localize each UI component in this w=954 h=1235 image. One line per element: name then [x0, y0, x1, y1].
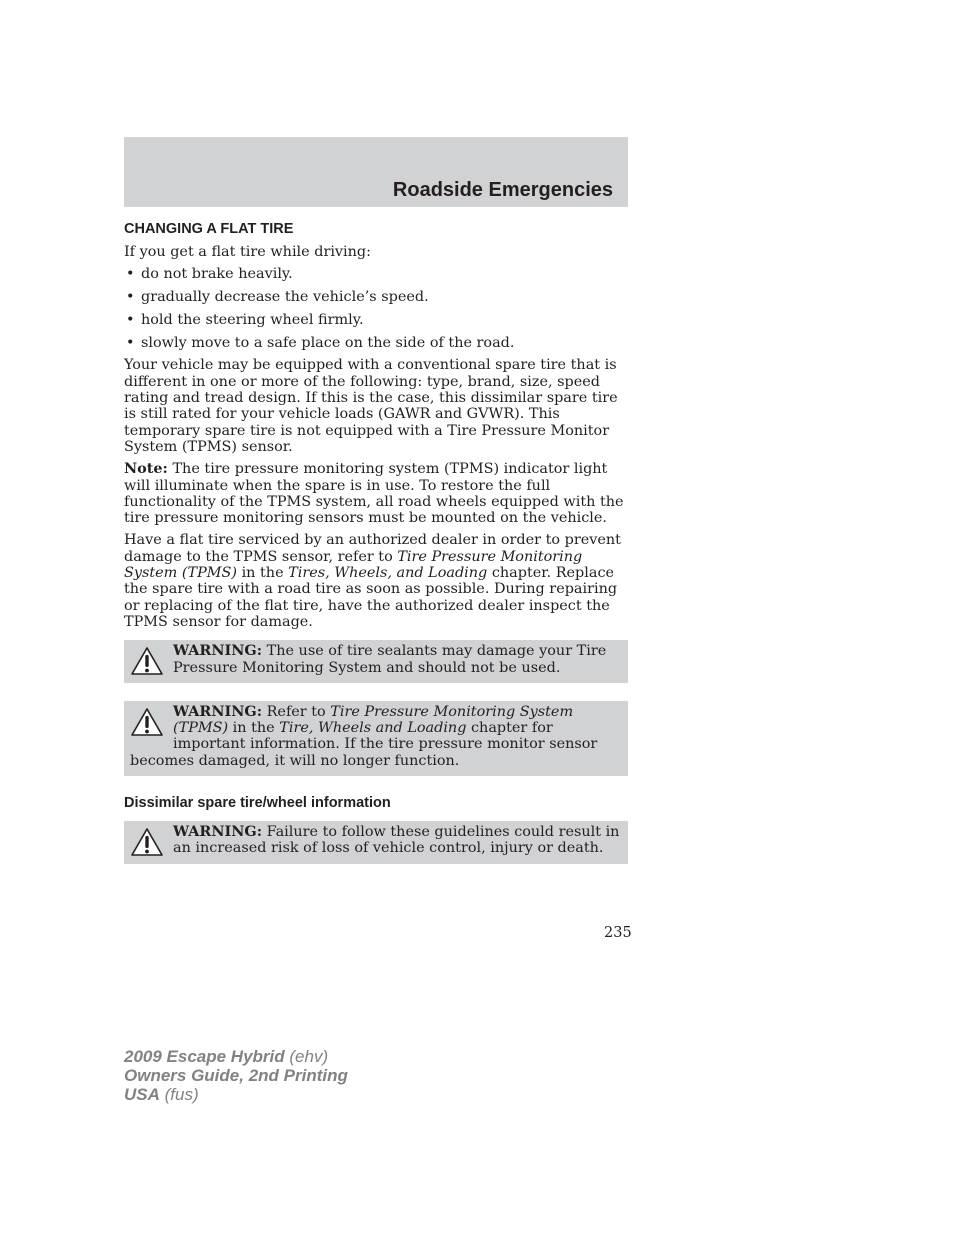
warning-triangle-icon	[130, 646, 164, 676]
chapter-reference: Tires, Wheels, and Loading	[288, 565, 488, 582]
list-item: • gradually decrease the vehicle’s speed.	[124, 289, 628, 305]
warning-label: WARNING:	[173, 642, 263, 660]
page-content	[124, 220, 628, 882]
warning-text: in the	[228, 720, 280, 737]
tpms-reference: Tire Pressure Monitoring System (TPMS)	[173, 703, 574, 737]
warning-box-sealants	[124, 640, 628, 683]
intro-text: If you get a flat tire while driving:	[124, 244, 371, 260]
note-paragraph	[124, 461, 628, 526]
document-footer	[124, 1047, 348, 1104]
warning-label: WARNING:	[173, 702, 263, 720]
list-item: • slowly move to a safe place on the side of the road.	[124, 335, 628, 351]
chapter-title: Roadside Emergencies	[392, 179, 613, 201]
page-number: 235	[604, 925, 632, 941]
bullet-list	[124, 266, 628, 351]
footer-model-code: (ehv)	[284, 1047, 329, 1066]
chapter-reference: Tire, Wheels and Loading	[279, 720, 467, 737]
warning-triangle-icon	[130, 707, 164, 737]
note-text: The tire pressure monitoring system (TPMS) indicator light will illuminate when the spare is in use. To restore the full functionality of the TPMS system, all road wheels equipped with the tire pressure monitoring sensors must be mounted on the vehicle.	[124, 461, 624, 527]
footer-model: 2009 Escape Hybrid	[124, 1047, 285, 1066]
footer-line-printing: Owners Guide, 2nd Printing	[124, 1066, 348, 1085]
list-item: • do not brake heavily.	[124, 266, 628, 282]
warning-triangle-icon	[130, 827, 164, 857]
footer-market-code: (fus)	[159, 1085, 199, 1104]
footer-line-market	[124, 1085, 348, 1104]
footer-line-model	[124, 1047, 348, 1066]
list-item: • hold the steering wheel firmly.	[124, 312, 628, 328]
chapter-header-band	[124, 137, 628, 207]
spare-tire-paragraph: Your vehicle may be equipped with a conventional spare tire that is different in one or more of the following: type, brand, size, speed rating and tread design. If this is the case, this dissimilar spare tire is still rated for your vehicle loads (GAWR and GVWR). This temporary spare tire is not equipped with a Tire Pressure Monitor System (TPMS) sensor.	[124, 357, 618, 455]
service-text: chapter. Replace the spare tire with a road tire as soon as possible. During repairing or replacing of the flat tire, have the authorized dealer inspect the TPMS sensor for damage.	[124, 565, 618, 630]
warning-text: The use of tire sealants may damage your Tire Pressure Monitoring System and should not be used.	[173, 643, 607, 676]
warning-text: chapter for important information. If the tire pressure monitor sensor becomes damaged, it will no longer function.	[130, 720, 598, 769]
tpms-reference: Tire Pressure Monitoring System (TPMS)	[124, 548, 583, 582]
warning-box-guidelines	[124, 821, 628, 864]
warning-box-tpms	[124, 701, 628, 776]
note-label: Note:	[124, 460, 168, 478]
warning-text: Refer to	[262, 703, 331, 720]
service-text: Have a flat tire serviced by an authorized dealer in order to prevent damage to the TPMS sensor, refer to	[124, 532, 621, 565]
warning-label: WARNING:	[173, 823, 263, 841]
subsection-title: Dissimilar spare tire/wheel information	[124, 795, 391, 812]
section-heading: CHANGING A FLAT TIRE	[124, 221, 294, 237]
service-text: in the	[237, 565, 289, 582]
service-paragraph	[124, 532, 628, 630]
footer-market: USA	[124, 1085, 160, 1104]
warning-text: Failure to follow these guidelines could result in an increased risk of loss of vehicle control, injury or death.	[173, 824, 620, 857]
